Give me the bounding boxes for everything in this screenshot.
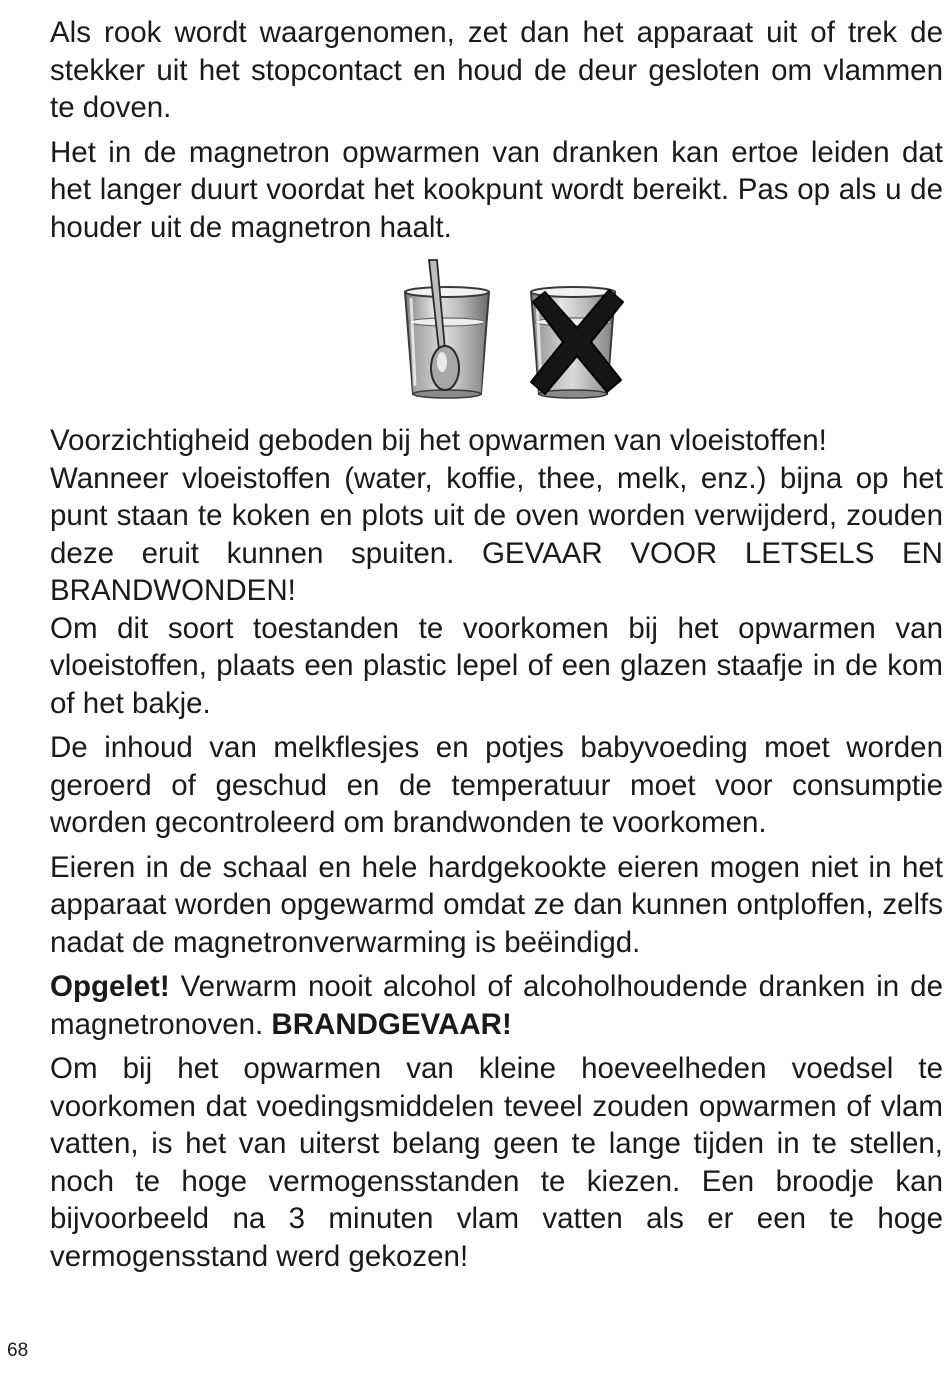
paragraph-small-amounts: Om bij het opwarmen van kleine hoeveelheden voedsel te voorkomen dat voedingsmiddelen teveel zouden opwarmen of vlam vatten, is het van uiterst belang geen te lange tijden in te stellen, noch te hoge vermogensstanden te kiezen. Een broodje kan bijvoorbeeld na 3 minuten vlam vatten als er een te hoge vermogensstand werd gekozen!	[50, 1052, 943, 1273]
glass-with-spoon-icon	[405, 260, 489, 398]
page-number: 68	[7, 1340, 29, 1361]
illustration-glasses	[393, 258, 633, 404]
paragraph-prevent: Om dit soort toestanden te voorkomen bij het opwarmen van vloeistoffen, plaats een plastic lepel of een glazen staafje in de kom of het bakje.	[50, 611, 943, 720]
paragraph-liquids: Wanneer vloeistoffen (water, koffie, thee, melk, enz.) bijna op het punt staan te koken en plots uit de oven worden verwijderd, zouden deze eruit kunnen spuiten. GEVAAR VOOR LETSELS EN BRANDWONDEN!	[50, 461, 943, 607]
glass-crossed-out-icon	[531, 287, 623, 398]
alcohol-warning-label: Opgelet!	[50, 970, 170, 1003]
paragraph-eggs: Eieren in de schaal en hele hardgekookte eieren mogen niet in het apparaat worden opgewarmd omdat ze dan kunnen ontploffen, zelfs nadat de magnetronverwarming is beëindigd.	[50, 850, 943, 959]
paragraph-caution-heading: Voorzichtigheid geboden bij het opwarmen van vloeistoffen!	[50, 424, 827, 457]
paragraph-drinks: Het in de magnetron opwarmen van dranken kan ertoe leiden dat het langer duurt voordat het kookpunt wordt bereikt. Pas op als u de houder uit de magnetron haalt.	[50, 135, 943, 244]
document-page	[50, 14, 943, 1275]
paragraph-alcohol	[50, 968, 943, 1043]
fire-hazard-label: BRANDGEVAAR!	[271, 1007, 512, 1041]
paragraph-baby: De inhoud van melkflesjes en potjes babyvoeding moet worden geroerd of geschud en de temperatuur moet voor consumptie worden gecontroleerd om brandwonden te voorkomen.	[50, 731, 943, 839]
alcohol-warning-text: Verwarm nooit alcohol of alcoholhoudende dranken in de magnetronoven.	[50, 970, 943, 1041]
paragraph-smoke: Als rook wordt waargenomen, zet dan het apparaat uit of trek de stekker uit het stopcontact en houd de deur gesloten om vlammen te doven.	[50, 16, 943, 124]
